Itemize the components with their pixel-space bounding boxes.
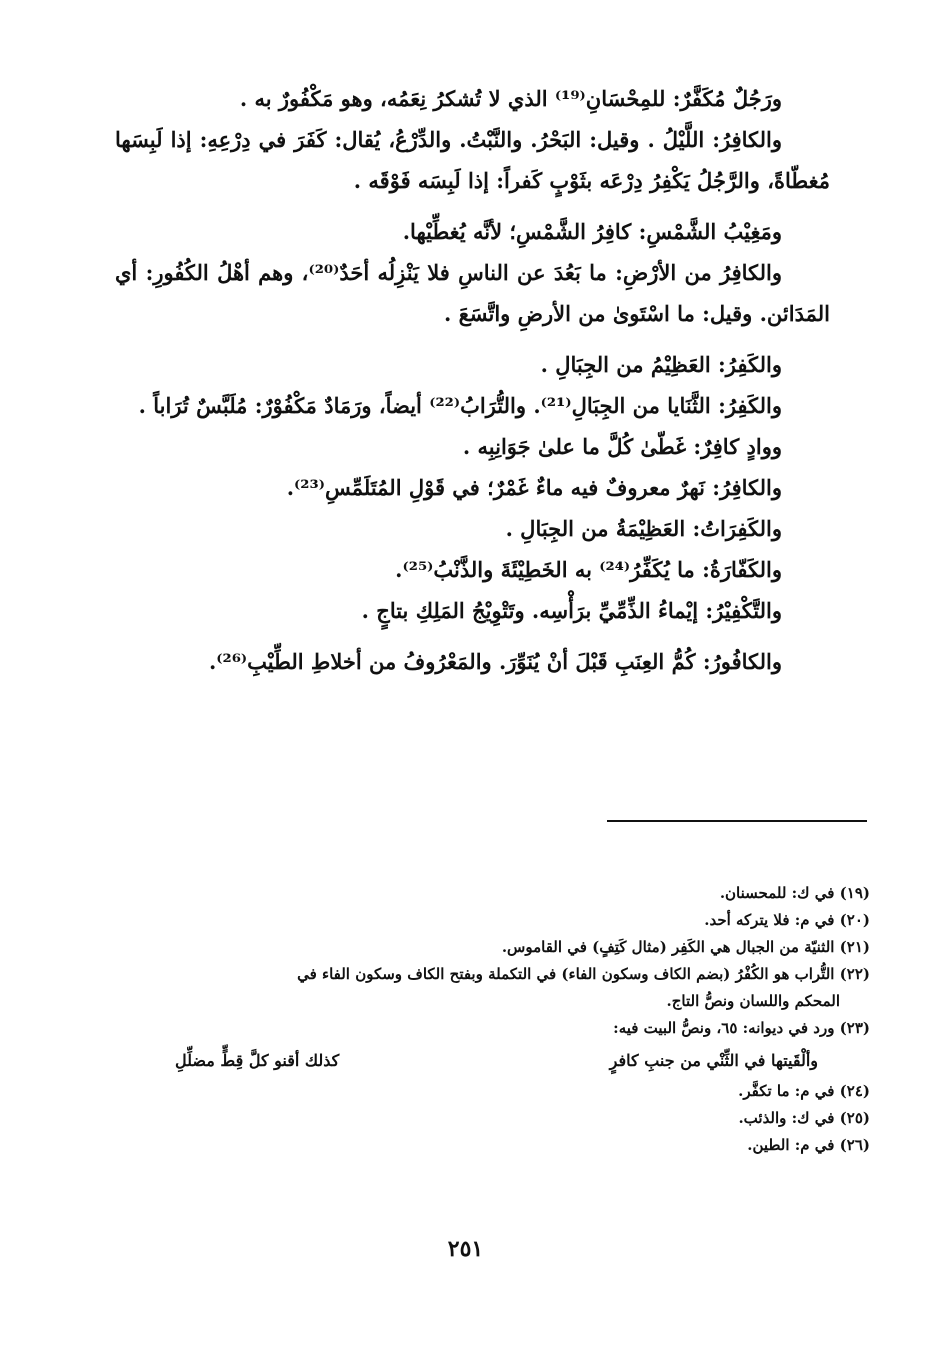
footnote-separator: [607, 820, 867, 822]
paragraph: والكافِرُ: اللَّيْلُ . وقيل: البَحْرُ. والنَّبْتُ. والدِّرْعُ، يُقال: كَفَرَ في دِرْعِهِ: إذا لَبِسَها مُغطّاةً، والرَّجُلُ يَكْفِرُ دِرْعَه بثَوْبٍ كَفراً: إذا لَبِسَه فَوْقَه .: [115, 127, 830, 193]
poetry-verse: [130, 1046, 870, 1076]
paragraph: والكافِرُ من الأرْضِ: ما بَعُدَ عن الناسِ فلا يَنْزِلُه أحَدٌ⁽²⁰⁾، وهم أهْلُ الكُفُورِ: أي المَدَائن. وقيل: ما اسْتَوىٰ من الأرضِ واتَّسَعَ .: [115, 260, 830, 326]
paragraph: والكافُورُ: كُمُّ العِنَبِ قَبْلَ أنْ يُنَوِّرَ. والمَعْرُوفُ من أخلاطِ الطِّيْبِ⁽²⁶⁾.: [208, 649, 782, 674]
page-number: ٢٥١: [447, 1236, 484, 1262]
verse-first-hemistich: وألْقَيتها في الثِّنْي من جنبِ كافرٍ: [609, 1051, 818, 1070]
footnotes: [130, 880, 870, 1159]
paragraph: ورَجُلٌ مُكَفَّرٌ: للمِحْسَانِ⁽¹⁹⁾ الذي لا تُشكرُ نِعَمُه، وهو مَكْفُورٌ به .: [239, 86, 782, 111]
paragraph: والتَّكْفِيْرُ: إيْماءُ الذِّمِّيِّ برَأْسِه. وتَتْوِيْجُ المَلِكِ بتاجٍ .: [361, 598, 782, 623]
paragraph: ومَغِيْبُ الشَّمْسِ: كافِرُ الشَّمْسِ؛ لأنَّه يُغطِّيْها.: [402, 219, 782, 244]
footnote: (٢٠) في م: فلا يتركه أحد.: [704, 911, 870, 929]
footnote: (١٩) في ك: للمحسنان.: [719, 884, 870, 902]
main-text: [115, 78, 830, 682]
footnote: (٢٤) في م: ما تكفَّر.: [738, 1082, 870, 1100]
paragraph: والكافِرُ: نَهرٌ معروفٌ فيه ماءٌ غَمْرٌ؛ في قَوْلِ المُتَلَمِّسِ⁽²³⁾.: [286, 475, 782, 500]
footnote-text: (٢٢) التُّراب هو الكُفْرُ (بضم الكاف وسكون الفاء) في التكملة وبفتح الكاف وسكون الفاء في: [297, 965, 870, 983]
paragraph: والكَفِرُ: العَظِيْمُ من الجِبَالِ .: [540, 352, 782, 377]
footnote: (٢٣) ورد في ديوانه: ٦٥، ونصُّ البيت فيه:: [613, 1019, 870, 1037]
footnote: (٢٦) في م: الطين.: [747, 1136, 870, 1154]
paragraph: والكَفِرُ: الثَّنَايا من الجِبَالِ⁽²¹⁾. والتُّرَابُ⁽²²⁾ أيضاً، ورَمَادٌ مَكْفُوْرٌ: مُلَبَّسٌ تُرَاباً .: [138, 393, 782, 418]
footnote: (٢١) الثنيّة من الجبال هي الكَفِر (مثال كَتِفٍ) في القاموس.: [501, 938, 870, 956]
paragraph: والكَفِرَاتُ: العَظِيْمَةُ من الجِبَالِ .: [505, 516, 782, 541]
verse-second-hemistich: كذلك أقنو كلَّ قِطٍّ مضلِّلِ: [175, 1051, 340, 1070]
paragraph: والكَفّارَةُ: ما يُكَفِّرُ⁽²⁴⁾ به الخَطِيْئَةَ والذَّنْبُ⁽²⁵⁾.: [395, 557, 782, 582]
paragraph: ووادٍ كافِرٌ: غَطّىٰ كُلَّ ما علىٰ جَوَانِبِه .: [462, 434, 782, 459]
footnote: (٢٥) في ك: والذئب.: [738, 1109, 870, 1127]
footnote: [130, 961, 870, 1015]
footnote-continuation: المحكم واللسان ونصُّ التاج.: [666, 992, 840, 1010]
